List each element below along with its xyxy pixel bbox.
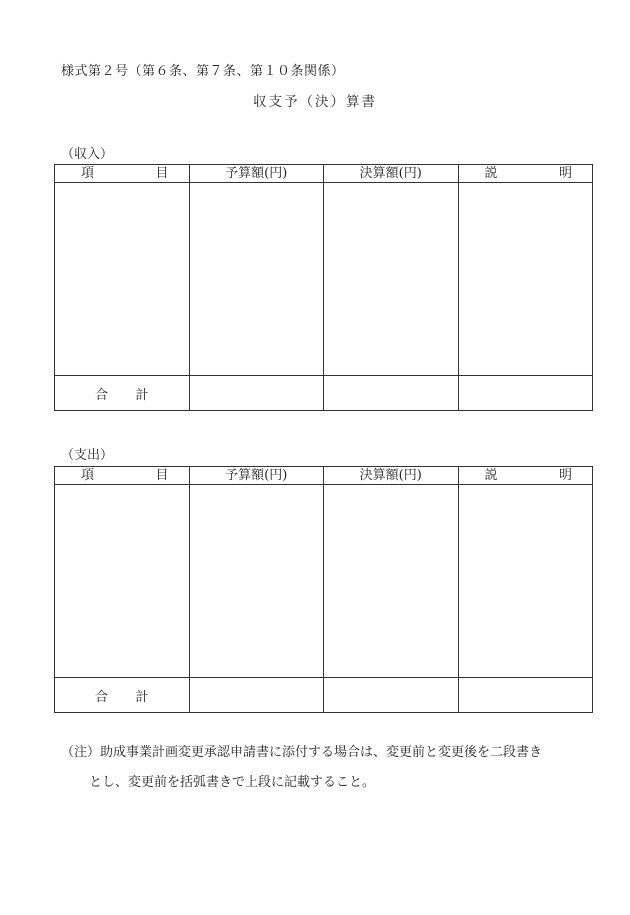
expense-total-row xyxy=(55,678,593,713)
expense-budget-header: 予算額(円) xyxy=(189,467,324,485)
expense-item-cell xyxy=(55,485,190,678)
expense-description-header xyxy=(458,467,593,485)
income-total-label-cell xyxy=(55,376,190,411)
income-description-header-left: 説 xyxy=(484,166,498,181)
expense-description-header-right: 明 xyxy=(558,468,572,483)
income-settlement-cell xyxy=(324,183,459,376)
expense-total-budget-cell xyxy=(189,678,324,713)
income-section-label: （収入） xyxy=(61,147,114,162)
income-body-row xyxy=(55,183,593,376)
expense-total-description-cell xyxy=(458,678,593,713)
expense-total-label-cell xyxy=(55,678,190,713)
expense-header-row xyxy=(55,467,593,485)
expense-item-header xyxy=(55,467,190,485)
income-total-settlement-cell xyxy=(324,376,459,411)
income-item-header-left: 項 xyxy=(81,166,95,181)
income-item-cell xyxy=(55,183,190,376)
income-description-cell xyxy=(458,183,593,376)
expense-settlement-header: 決算額(円) xyxy=(324,467,459,485)
expense-budget-cell xyxy=(189,485,324,678)
income-header-row xyxy=(55,165,593,183)
income-total-left: 合 xyxy=(95,387,109,403)
form-number: 様式第２号（第６条、第７条、第１０条関係） xyxy=(61,64,345,79)
document-title: 収支予（決）算書 xyxy=(253,94,377,110)
income-item-header-right: 目 xyxy=(155,166,169,181)
expense-table xyxy=(54,466,593,713)
expense-description-cell xyxy=(458,485,593,678)
expense-settlement-cell xyxy=(324,485,459,678)
expense-total-left: 合 xyxy=(95,689,109,705)
expense-total-right: 計 xyxy=(135,689,149,705)
income-budget-header: 予算額(円) xyxy=(189,165,324,183)
income-item-header xyxy=(55,165,190,183)
footnote xyxy=(61,738,601,798)
expense-item-header-right: 目 xyxy=(155,468,169,483)
income-description-header-right: 明 xyxy=(558,166,572,181)
expense-item-header-left: 項 xyxy=(81,468,95,483)
income-total-right: 計 xyxy=(135,387,149,403)
income-total-budget-cell xyxy=(189,376,324,411)
expense-total-settlement-cell xyxy=(324,678,459,713)
income-settlement-header: 決算額(円) xyxy=(324,165,459,183)
income-description-header xyxy=(458,165,593,183)
footnote-line-1: （注）助成事業計画変更承認申請書に添付する場合は、変更前と変更後を二段書き xyxy=(61,745,543,760)
income-budget-cell xyxy=(189,183,324,376)
expense-description-header-left: 説 xyxy=(484,468,498,483)
income-total-row xyxy=(55,376,593,411)
income-table xyxy=(54,164,593,411)
income-total-description-cell xyxy=(458,376,593,411)
expense-body-row xyxy=(55,485,593,678)
footnote-line-2: とし、変更前を括弧書きで上段に記載すること。 xyxy=(89,775,376,790)
expense-section-label: （支出） xyxy=(61,448,114,463)
